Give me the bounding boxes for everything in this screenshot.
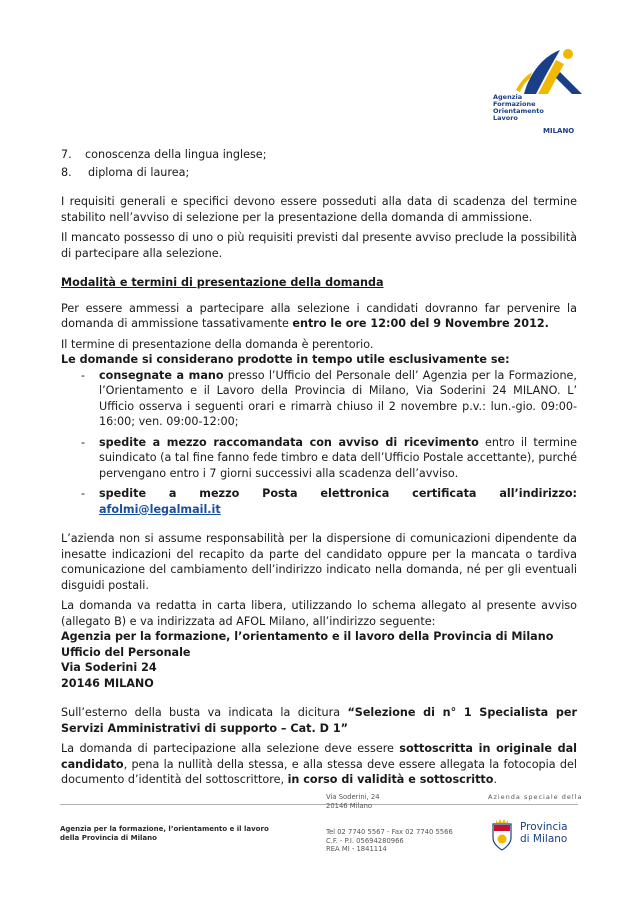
footer-provincia-line: Provincia <box>520 821 568 833</box>
paragraph-requisiti: I requisiti generali e specifici devono essere posseduti alla data di scadenza del termine stabilito nell’avviso di selezione per la presentazione della domanda di ammissione. <box>61 195 577 224</box>
dash-bullet: - <box>81 435 86 449</box>
option-bold: spedite a mezzo Posta elettronica certificata all’indirizzo: <box>99 487 577 500</box>
bold-run: sottoscritta in originale dal candidato <box>61 742 577 771</box>
dash-bullet: - <box>81 368 86 382</box>
afol-logo-icon <box>486 42 596 138</box>
paragraph-mancato-possesso: Il mancato possesso di uno o più requisiti previsti dal presente avviso preclude la possibilità di partecipare alla selezione. <box>61 231 577 260</box>
footer-contact-line: C.F. - P.I. 05694280966 <box>326 836 404 845</box>
address-line: 20146 MILANO <box>61 676 154 690</box>
text-run: La domanda di partecipazione alla selezione deve essere <box>61 742 400 755</box>
option-rest: presso l’Ufficio del Personale dell’ Agenzia per la Formazione, l’Orientamento e il Lavoro della Provincia di Milano, Via Soderini 24 MILANO. L’ Ufficio osserva i seguenti orari e rimarrà chiuso il 2 novembre p.v.: lun.-gio. 09:00-16:00; ven. 09:00-12:00; <box>99 368 577 428</box>
text-run: , pena la nullità della stessa, e alla stessa deve essere allegata la fotocopia del documento d’identità del sottoscrittore, <box>61 757 577 786</box>
section-heading: Modalità e termini di presentazione della domanda <box>61 276 384 289</box>
option-raccomandata <box>81 435 577 482</box>
list-number: 8. <box>61 165 72 179</box>
address-block <box>61 629 577 691</box>
text-run: . <box>493 773 498 786</box>
footer-contact-line: REA MI - 1841114 <box>326 845 387 853</box>
page-footer <box>0 780 638 903</box>
paragraph-tempo-utile: Le domande si considerano prodotte in tempo utile esclusivamente se: <box>61 353 510 366</box>
footer-provincia <box>520 822 568 845</box>
footer-address <box>326 793 380 810</box>
provincia-emblem-icon <box>490 818 514 852</box>
list-item <box>61 147 577 163</box>
logo-city: MILANO <box>543 127 575 135</box>
footer-agency-line: della Provincia di Milano <box>60 834 157 842</box>
deadline-text: entro le ore 12:00 del 9 Novembre 2012. <box>292 317 549 330</box>
busta-text: Sull’esterno della busta va indicata la dicitura <box>61 706 348 719</box>
option-rest: entro il termine suindicato (a tal fine fanno fede timbro e data dell’Ufficio Postale accettante), purché pervengano entro i 7 giorni successivi alla scadenza dell’avviso. <box>99 435 577 480</box>
option-text <box>99 486 577 517</box>
list-text: conoscenza della lingua inglese; <box>85 148 267 161</box>
paragraph-responsabilita: L’azienda non si assume responsabilità per la dispersione di comunicazioni dipendente da inesatte indicazioni del recapito da parte del candidato oppure per la mancata o tardiva comunicazione del cambiamento dell’indirizzo indicato nella domanda, né per gli eventuali disguidi postali. <box>61 532 577 592</box>
option-text <box>99 368 577 430</box>
document-body <box>61 147 577 788</box>
footer-agency <box>60 825 269 843</box>
address-line: Via Soderini 24 <box>61 661 157 674</box>
footer-agency-line: Agenzia per la formazione, l’orientamento e il lavoro <box>60 825 269 833</box>
pec-email-link[interactable]: afolmi@legalmail.it <box>99 502 221 516</box>
footer-address-line: 20146 Milano <box>326 801 373 810</box>
list-number: 7. <box>61 148 72 161</box>
list-text: diploma di laurea; <box>88 165 190 179</box>
footer-provincia-line: di Milano <box>520 832 568 845</box>
busta-dicitura: “Selezione di n° 1 Specialista per Servizi Amministrativi di supporto – Cat. D 1” <box>61 706 577 735</box>
footer-contacts <box>326 828 453 854</box>
footer-azienda-speciale: Azienda speciale della <box>488 793 583 801</box>
option-text <box>99 435 577 482</box>
logo-text <box>493 94 544 122</box>
ammissione-text: Per essere ammessi a partecipare alla selezione i candidati dovranno far pervenire la domanda di ammissione tassativamente <box>61 301 577 330</box>
option-bold: consegnate a mano <box>99 368 224 382</box>
footer-divider <box>60 804 578 805</box>
paragraph-busta <box>61 705 577 736</box>
list-item <box>61 165 577 181</box>
address-line: Ufficio del Personale <box>61 645 191 659</box>
option-consegna-mano <box>81 368 577 430</box>
logo-line: Agenzia <box>493 93 523 101</box>
logo-line: Formazione <box>493 100 536 108</box>
logo-line: Orientamento <box>493 107 544 115</box>
option-pec <box>81 486 577 517</box>
paragraph-ammissione <box>61 301 577 332</box>
footer-address-line: Via Soderini, 24 <box>326 793 380 801</box>
dash-bullet: - <box>81 487 86 500</box>
paragraph-perentorio: Il termine di presentazione della domanda è perentorio. <box>61 337 374 351</box>
paragraph-carta-libera: La domanda va redatta in carta libera, utilizzando lo schema allegato al presente avviso (allegato B) e va indirizzata ad AFOL Milano, all’indirizzo seguente: <box>61 599 577 628</box>
logo-line: Lavoro <box>493 114 518 122</box>
option-bold: spedite a mezzo raccomandata con avviso di ricevimento <box>99 435 479 449</box>
address-line: Agenzia per la formazione, l’orientamento e il lavoro della Provincia di Milano <box>61 630 554 643</box>
bold-run: in corso di validità e sottoscritto <box>287 773 494 786</box>
footer-contact-line: Tel 02 7740 5567 - Fax 02 7740 5566 <box>326 828 453 836</box>
